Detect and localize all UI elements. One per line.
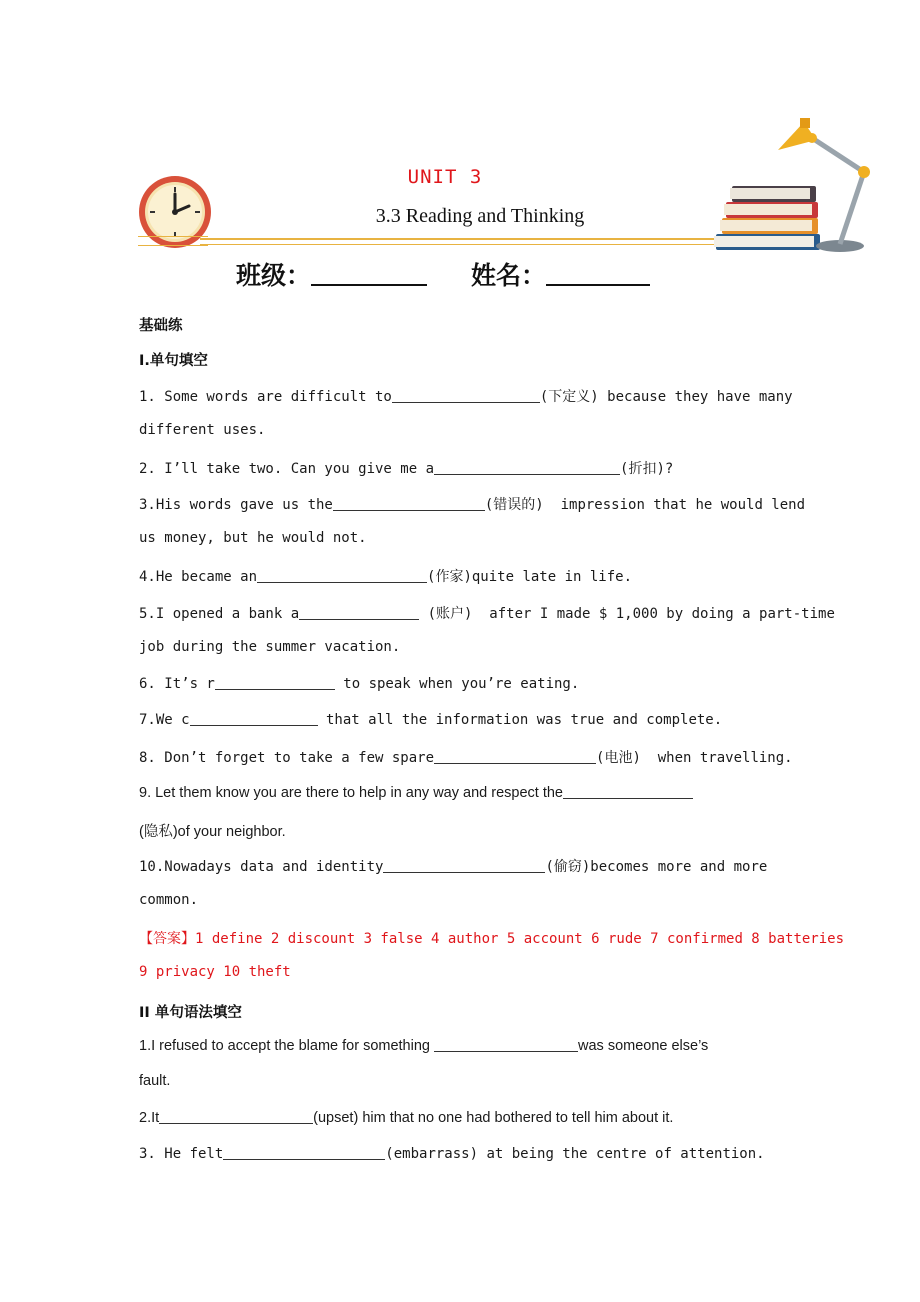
unit-title: UNIT 3: [407, 166, 483, 188]
class-blank[interactable]: [311, 258, 427, 286]
question-5-cont: job during the summer vacation.: [139, 639, 401, 655]
answer-blank[interactable]: [159, 1109, 313, 1124]
answer-list: 1 define 2 discount 3 false 4 author 5 account 6 rude 7 confirmed 8 batteries: [195, 931, 845, 947]
question-3: 3.His words gave us the (错误的) impression that he would lend: [139, 497, 806, 513]
answer-key: [139, 928, 844, 948]
answer-blank[interactable]: [215, 675, 335, 690]
grammar-question-2: 2.It (upset) him that no one had bothered to tell him about it.: [139, 1110, 674, 1126]
answer-blank[interactable]: [299, 605, 419, 620]
answer-blank[interactable]: [257, 568, 427, 583]
answer-blank[interactable]: [392, 388, 540, 403]
answer-blank[interactable]: [383, 858, 545, 873]
question-2: 2. I’ll take two. Can you give me a (折扣)?: [139, 461, 674, 477]
class-label: 班级：: [236, 261, 312, 290]
part1-title: Ⅰ.单句填空: [139, 353, 208, 369]
header-rule: [200, 238, 730, 245]
grammar-question-1: 1.I refused to accept the blame for something was someone else’s: [139, 1038, 709, 1054]
answer-blank[interactable]: [333, 496, 485, 511]
answer-label: 【答案】: [139, 931, 195, 947]
question-9-cont: (隐私)of your neighbor.: [139, 824, 286, 840]
question-4: 4.He became an (作家)quite late in life.: [139, 569, 633, 585]
part2-title: II 单句语法填空: [139, 1005, 242, 1021]
answer-blank[interactable]: [223, 1145, 385, 1160]
question-9: 9. Let them know you are there to help in any way and respect the: [139, 784, 693, 801]
header-rule-left: [138, 236, 208, 246]
question-6: 6. It’s r to speak when you’re eating.: [139, 676, 580, 692]
answer-key-cont: 9 privacy 10 theft: [139, 964, 291, 980]
question-10: 10.Nowadays data and identity (偷窃)becomes more and more: [139, 859, 768, 875]
question-1-cont: different uses.: [139, 422, 266, 438]
answer-blank[interactable]: [434, 460, 620, 475]
question-5: 5.I opened a bank a (账户) after I made $ 1,000 by doing a part-time: [139, 606, 835, 622]
answer-blank[interactable]: [190, 711, 318, 726]
grammar-question-3: 3. He felt (embarrass) at being the centre of attention.: [139, 1146, 765, 1162]
answer-blank[interactable]: [434, 749, 596, 764]
grammar-question-1-cont: fault.: [139, 1073, 171, 1089]
question-7: 7.We c that all the information was true and complete.: [139, 712, 723, 728]
student-info: [236, 256, 650, 292]
name-label: 姓名：: [471, 261, 547, 290]
name-blank[interactable]: [546, 258, 650, 286]
answer-blank[interactable]: [563, 784, 693, 799]
question-1: 1. Some words are difficult to (下定义) because they have many: [139, 389, 793, 405]
lesson-title: 3.3 Reading and Thinking: [375, 205, 585, 227]
question-8: 8. Don’t forget to take a few spare (电池) when travelling.: [139, 750, 793, 766]
answer-blank[interactable]: [434, 1037, 578, 1052]
question-10-cont: common.: [139, 892, 199, 908]
question-3-cont: us money, but he would not.: [139, 530, 367, 546]
section-basic: 基础练: [139, 318, 183, 334]
